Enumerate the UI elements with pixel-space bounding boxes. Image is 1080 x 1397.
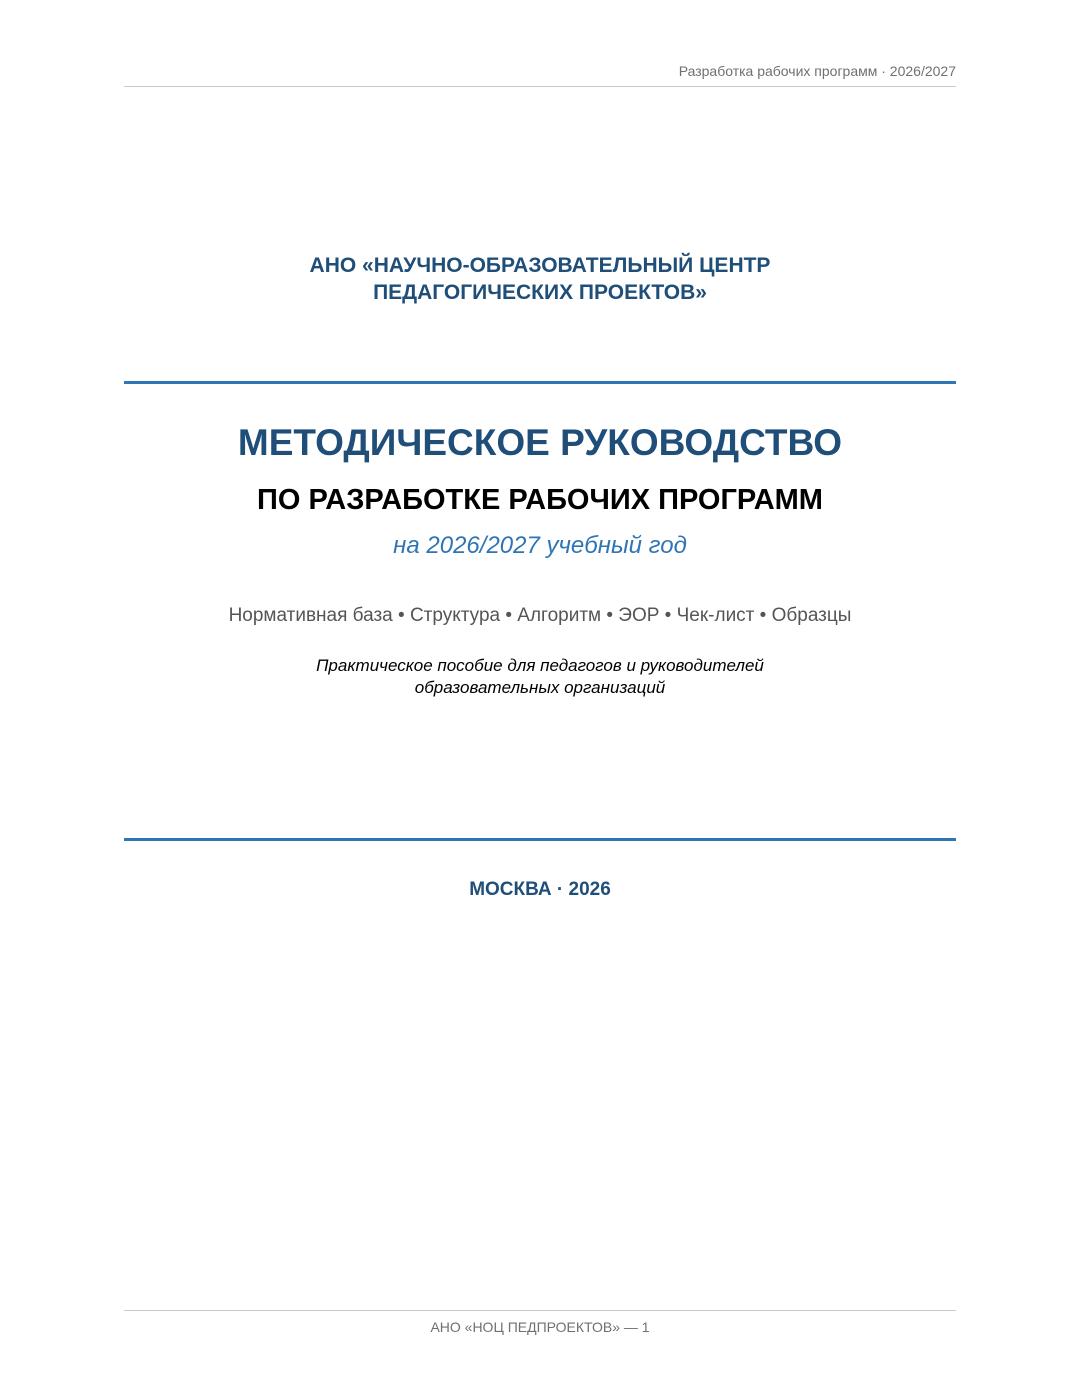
organization-name [124,252,956,306]
topics-list: Нормативная база • Структура • Алгоритм • ЭОР • Чек-лист • Образцы [228,605,852,626]
footer-divider [124,1310,956,1311]
running-header: Разработка рабочих программ · 2026/2027 [678,63,956,79]
document-description [124,655,956,699]
header-divider [124,86,956,87]
description-line-2: образовательных организаций [414,678,666,697]
title-top-divider [124,381,956,384]
academic-year: на 2026/2027 учебный год [393,532,687,559]
running-footer: АНО «НОЦ ПЕДПРОЕКТОВ» — 1 [430,1319,650,1335]
title-bottom-divider [124,838,956,841]
place-and-year: МОСКВА · 2026 [469,879,611,900]
document-subtitle: ПО РАЗРАБОТКЕ РАБОЧИХ ПРОГРАММ [257,484,823,516]
organization-name-line-1: АНО «НАУЧНО-ОБРАЗОВАТЕЛЬНЫЙ ЦЕНТР [309,254,771,277]
document-title: МЕТОДИЧЕСКОЕ РУКОВОДСТВО [237,422,843,463]
description-line-1: Практическое пособие для педагогов и руководителей [316,656,764,675]
organization-name-line-2: ПЕДАГОГИЧЕСКИХ ПРОЕКТОВ» [373,281,707,304]
